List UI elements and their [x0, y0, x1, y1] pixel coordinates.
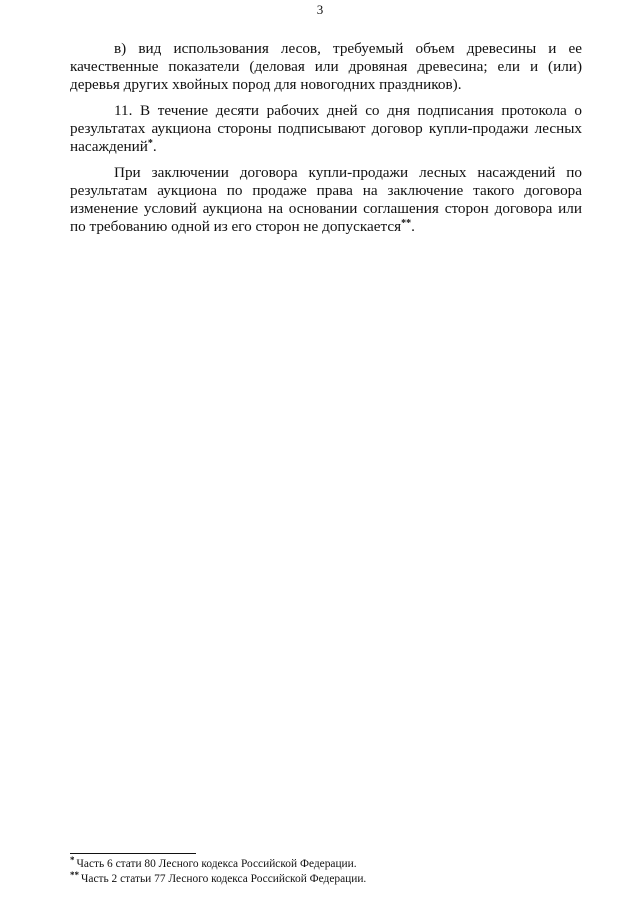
footnote-marker: **: [70, 870, 79, 880]
footnote-separator: [70, 853, 196, 854]
footnote-text: Часть 2 статьи 77 Лесного кодекса Российской Федерации.: [81, 873, 367, 885]
paragraph-text: При заключении договора купли-продажи лесных насаждений по результатам аукциона по продаже права на заключение такого договора изменение условий аукциона на основании соглашения сторон договора или по требованию одной из его сторон не допускается: [70, 164, 582, 235]
footnote-item: [70, 872, 582, 887]
footnotes: [70, 857, 582, 887]
paragraph-contract-conditions: [70, 164, 582, 236]
paragraph-tail: .: [411, 218, 415, 235]
paragraph-usage-type: [70, 40, 582, 94]
document-body: [70, 40, 582, 244]
paragraph-contract-signing: [70, 102, 582, 156]
paragraph-tail: .: [152, 138, 157, 155]
page-number: 3: [316, 2, 324, 17]
footnote-reference: *: [147, 138, 153, 149]
footnote-marker: *: [70, 855, 75, 865]
footnote-text: Часть 6 стати 80 Лесного кодекса Российской Федерации.: [76, 858, 357, 870]
footnote-reference: **: [401, 218, 412, 229]
paragraph-text: 11. В течение десяти рабочих дней со дня подписания протокола о результатах аукциона стороны подписывают договор купли-продажи лесных насаждений: [70, 102, 582, 155]
paragraph-text: в) вид использования лесов, требуемый объем древесины и ее качественные показатели (деловая или дровяная древесина; ели и (или) деревья других хвойных пород для новогодних праздников).: [70, 40, 582, 93]
footnote-item: [70, 857, 582, 872]
